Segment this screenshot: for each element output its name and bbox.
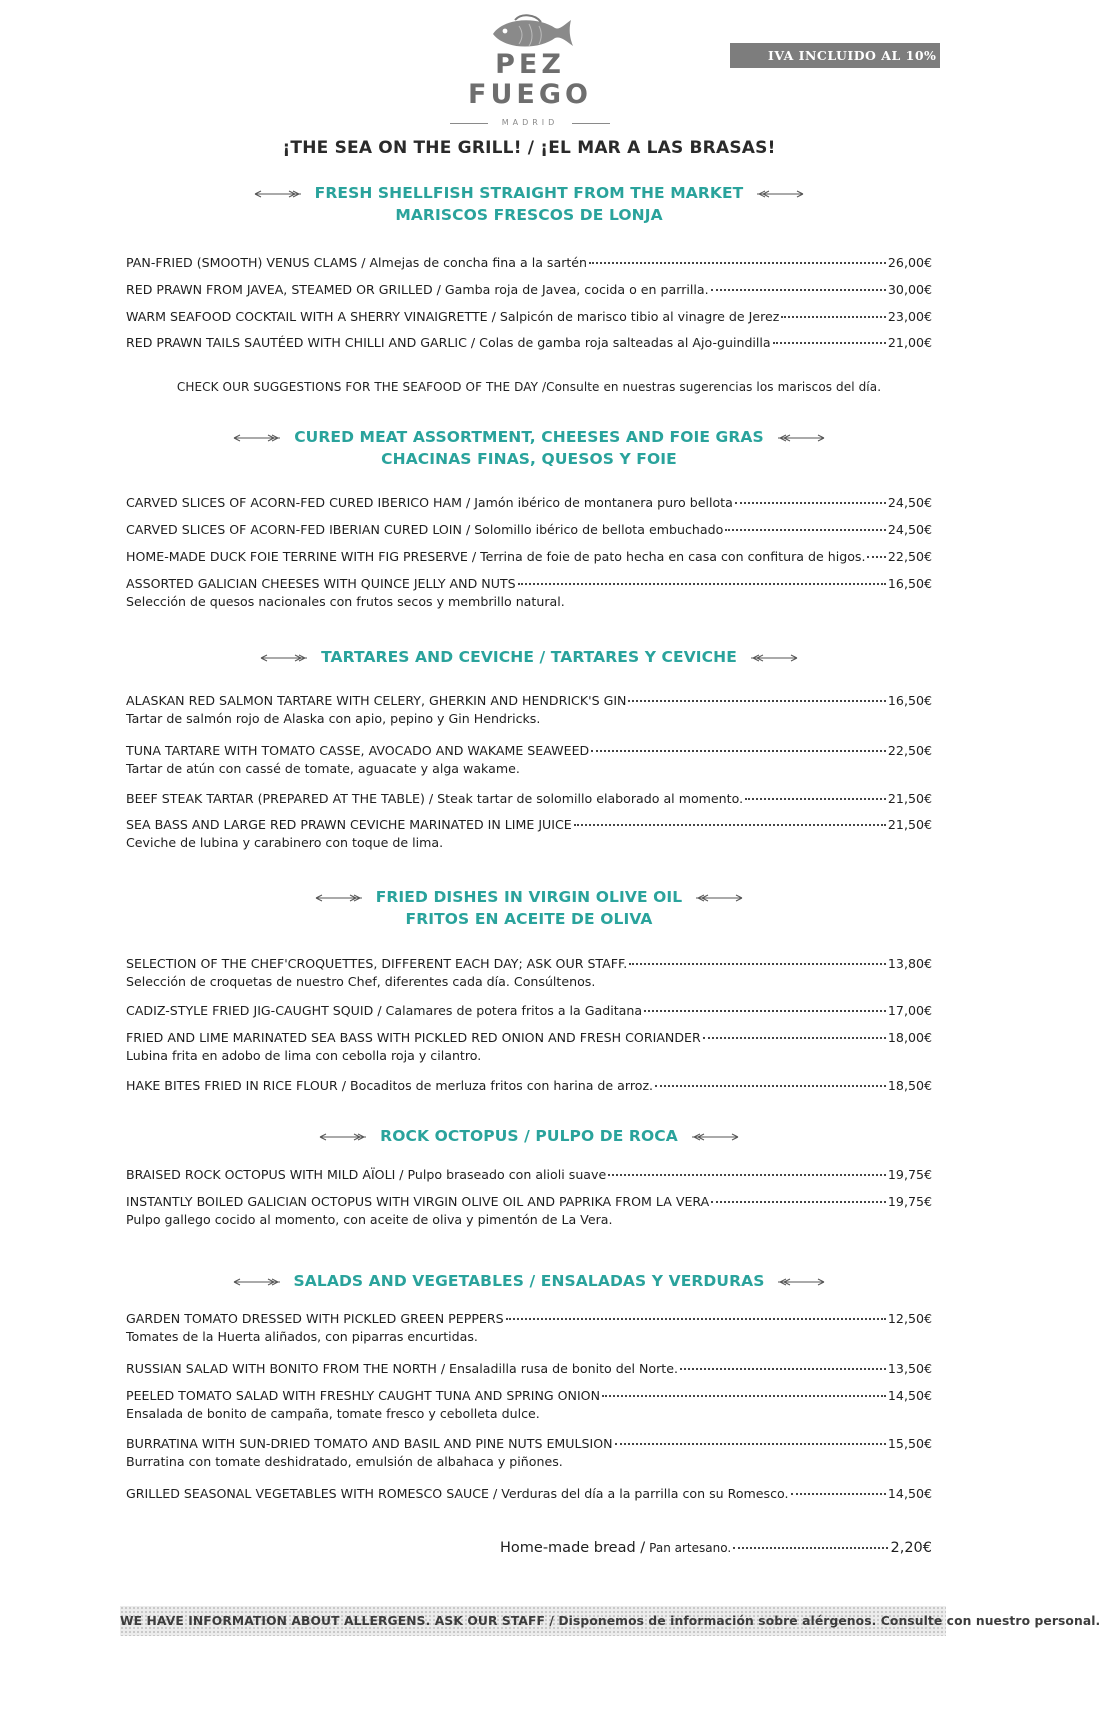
dot-leader	[733, 1533, 888, 1549]
brand-name: PEZ FUEGO	[468, 49, 592, 110]
section-title-en: ROCK OCTOPUS / PULPO DE ROCA	[380, 1127, 678, 1145]
menu-item-name: GRILLED SEASONAL VEGETABLES WITH ROMESCO SAUCE / Verduras del día a la parrilla con su Romesco.	[126, 1486, 789, 1501]
menu-item-price: 14,50€	[887, 1388, 932, 1403]
menu-item	[126, 952, 932, 991]
dot-leader	[615, 1429, 886, 1445]
menu-item-price: 22,50€	[887, 743, 932, 758]
menu-item	[126, 305, 932, 326]
menu-item-description: Burratina con tomate deshidratado, emulsión de albahaca y piñones.	[126, 1454, 563, 1469]
dot-leader	[629, 949, 886, 965]
bread-name: Home-made bread /	[500, 1540, 646, 1556]
menu-item	[126, 1074, 932, 1095]
menu-item-name: ALASKAN RED SALMON TARTARE WITH CELERY, GHERKIN AND HENDRICK'S GIN	[126, 693, 627, 708]
dot-leader	[867, 542, 885, 558]
menu-item-description: Tartar de atún con cassé de tomate, aguacate y alga wakame.	[126, 761, 520, 776]
dot-leader	[574, 810, 886, 826]
menu-item	[126, 1482, 932, 1503]
menu-item-name: BRAISED ROCK OCTOPUS WITH MILD AÏOLI / Pulpo braseado con alioli suave	[126, 1167, 607, 1182]
menu-item	[126, 813, 932, 852]
dot-leader	[711, 1187, 886, 1203]
bread-name-es: Pan artesano.	[649, 1541, 732, 1555]
menu-item-price: 19,75€	[887, 1167, 932, 1182]
menu-item-price: 30,00€	[887, 282, 932, 297]
menu-item-name: HAKE BITES FRIED IN RICE FLOUR / Bocaditos de merluza fritos con harina de arroz.	[126, 1078, 654, 1093]
dot-leader	[644, 996, 886, 1012]
menu-item-price: 21,00€	[887, 335, 932, 350]
menu-item-price: 23,00€	[887, 309, 932, 324]
menu-item	[126, 1432, 932, 1471]
section-title-es: MARISCOS FRESCOS DE LONJA	[395, 206, 663, 224]
menu-item-price: 21,50€	[887, 791, 932, 806]
menu-item-name: SEA BASS AND LARGE RED PRAWN CEVICHE MARINATED IN LIME JUICE	[126, 817, 572, 832]
section-title-es: FRITOS EN ACEITE DE OLIVA	[405, 910, 653, 928]
menu-item-price: 17,00€	[887, 1003, 932, 1018]
vat-badge: IVA INCLUIDO AL 10%	[730, 43, 940, 68]
arrow-ornament-icon	[755, 190, 805, 198]
menu-item-description: Ensalada de bonito de campaña, tomate fresco y cebolleta dulce.	[126, 1406, 540, 1421]
section-title-en: FRESH SHELLFISH STRAIGHT FROM THE MARKET	[314, 184, 744, 202]
menu-item-name: SELECTION OF THE CHEF'CROQUETTES, DIFFERENT EACH DAY; ASK OUR STAFF.	[126, 956, 628, 971]
menu-item	[126, 999, 932, 1020]
dot-leader	[518, 569, 886, 585]
dot-leader	[791, 1479, 886, 1495]
menu-item	[126, 518, 932, 539]
section-title-en: CURED MEAT ASSORTMENT, CHEESES AND FOIE GRAS	[294, 428, 764, 446]
menu-item-description: Lubina frita en adobo de lima con cebolla roja y cilantro.	[126, 1048, 482, 1063]
dot-leader	[725, 515, 886, 531]
menu-item-name: INSTANTLY BOILED GALICIAN OCTOPUS WITH VIRGIN OLIVE OIL AND PAPRIKA FROM LA VERA	[126, 1194, 710, 1209]
menu-item-price: 16,50€	[887, 576, 932, 591]
dot-leader	[745, 784, 886, 800]
menu-item-name: PAN-FRIED (SMOOTH) VENUS CLAMS / Almejas de concha fina a la sartén	[126, 255, 588, 270]
arrow-ornament-icon	[232, 1278, 282, 1286]
menu-item-description: Selección de quesos nacionales con frutos secos y membrillo natural.	[126, 594, 565, 609]
menu-item-price: 12,50€	[887, 1311, 932, 1326]
menu-item-price: 18,00€	[887, 1030, 932, 1045]
menu-item-name: BURRATINA WITH SUN-DRIED TOMATO AND BASIL AND PINE NUTS EMULSION	[126, 1436, 613, 1451]
menu-item-name: TUNA TARTARE WITH TOMATO CASSE, AVOCADO AND WAKAME SEAWEED	[126, 743, 590, 758]
menu-item	[126, 572, 932, 611]
dot-leader	[628, 686, 885, 702]
menu-item-price: 19,75€	[887, 1194, 932, 1209]
dot-leader	[589, 248, 886, 264]
dot-leader	[602, 1381, 886, 1397]
section-title	[0, 182, 1058, 226]
menu-item	[126, 1190, 932, 1229]
bread-price: 2,20€	[890, 1540, 932, 1556]
section-title	[0, 426, 1058, 470]
arrow-ornament-icon	[259, 654, 309, 662]
menu-item	[126, 251, 932, 272]
menu-item-description: Pulpo gallego cocido al momento, con aceite de oliva y pimentón de La Vera.	[126, 1212, 613, 1227]
dot-leader	[591, 736, 886, 752]
menu-item	[126, 1357, 932, 1378]
menu-item-name: RED PRAWN TAILS SAUTÉED WITH CHILLI AND GARLIC / Colas de gamba roja salteadas al Ajo-guindilla	[126, 335, 771, 350]
menu-item-price: 21,50€	[887, 817, 932, 832]
menu-item-description: Ceviche de lubina y carabinero con toque de lima.	[126, 835, 444, 850]
section-title-en: SALADS AND VEGETABLES / ENSALADAS Y VERDURAS	[293, 1272, 765, 1290]
dot-leader	[506, 1304, 886, 1320]
menu-item-name: HOME-MADE DUCK FOIE TERRINE WITH FIG PRESERVE / Terrina de foie de pato hecha en casa con confitura de higos.	[126, 549, 866, 564]
dot-leader	[680, 1354, 886, 1370]
arrow-ornament-icon	[776, 1278, 826, 1286]
arrow-ornament-icon	[749, 654, 799, 662]
menu-item	[126, 331, 932, 352]
dot-leader	[773, 328, 886, 344]
menu-item-description: Selección de croquetas de nuestro Chef, diferentes cada día. Consúltenos.	[126, 974, 596, 989]
restaurant-logo	[440, 14, 620, 127]
dot-leader	[608, 1160, 886, 1176]
arrow-ornament-icon	[694, 894, 744, 902]
menu-item-description: Tomates de la Huerta aliñados, con piparras encurtidas.	[126, 1329, 478, 1344]
section-title-en: FRIED DISHES IN VIRGIN OLIVE OIL	[375, 888, 683, 906]
menu-item-price: 15,50€	[887, 1436, 932, 1451]
menu-item-name: WARM SEAFOOD COCKTAIL WITH A SHERRY VINAIGRETTE / Salpicón de marisco tibio al vinagre de Jerez	[126, 309, 780, 324]
dot-leader	[781, 302, 886, 318]
section-title	[0, 646, 1058, 668]
menu-item-name: BEEF STEAK TARTAR (PREPARED AT THE TABLE) / Steak tartar de solomillo elaborado al momento.	[126, 791, 744, 806]
menu-item-name: FRIED AND LIME MARINATED SEA BASS WITH PICKLED RED ONION AND FRESH CORIANDER	[126, 1030, 701, 1045]
section-title	[0, 1125, 1058, 1147]
allergen-notice: WE HAVE INFORMATION ABOUT ALLERGENS. ASK OUR STAFF / Disponemos de información sobre alérgenos. Consulte con nuestro personal.	[120, 1606, 946, 1636]
bread-item	[500, 1536, 932, 1556]
menu-item	[126, 787, 932, 808]
menu-item	[126, 491, 932, 512]
menu-item-price: 24,50€	[887, 522, 932, 537]
page-title: ¡THE SEA ON THE GRILL! / ¡EL MAR A LAS BRASAS!	[282, 138, 776, 158]
menu-item	[126, 278, 932, 299]
menu-item-name: RED PRAWN FROM JAVEA, STEAMED OR GRILLED / Gamba roja de Javea, cocida o en parrilla.	[126, 282, 709, 297]
dot-leader	[735, 488, 886, 504]
menu-item-price: 22,50€	[887, 549, 932, 564]
menu-item	[126, 1163, 932, 1184]
menu-item	[126, 1026, 932, 1065]
section-title	[0, 886, 1058, 930]
dot-leader	[655, 1071, 886, 1087]
menu-item-name: CARVED SLICES OF ACORN-FED IBERIAN CURED LOIN / Solomillo ibérico de bellota embuchado	[126, 522, 724, 537]
arrow-ornament-icon	[253, 190, 303, 198]
menu-item	[126, 739, 932, 778]
fish-icon	[485, 14, 575, 52]
section-title-es: CHACINAS FINAS, QUESOS Y FOIE	[381, 450, 677, 468]
arrow-ornament-icon	[690, 1133, 740, 1141]
brand-city: MADRID	[488, 118, 573, 128]
menu-item	[126, 545, 932, 566]
menu-item-price: 13,80€	[887, 956, 932, 971]
menu-item-price: 24,50€	[887, 495, 932, 510]
menu-item-name: CARVED SLICES OF ACORN-FED CURED IBERICO HAM / Jamón ibérico de montanera puro bellota	[126, 495, 733, 510]
menu-item-price: 16,50€	[887, 693, 932, 708]
section-title	[0, 1270, 1058, 1292]
arrow-ornament-icon	[232, 434, 282, 442]
menu-item-price: 26,00€	[887, 255, 932, 270]
menu-item-name: RUSSIAN SALAD WITH BONITO FROM THE NORTH / Ensaladilla rusa de bonito del Norte.	[126, 1361, 678, 1376]
menu-item-name: CADIZ-STYLE FRIED JIG-CAUGHT SQUID / Calamares de potera fritos a la Gaditana	[126, 1003, 643, 1018]
menu-item-price: 18,50€	[887, 1078, 932, 1093]
arrow-ornament-icon	[776, 434, 826, 442]
menu-item-price: 13,50€	[887, 1361, 932, 1376]
section-title-en: TARTARES AND CEVICHE / TARTARES Y CEVICHE	[321, 648, 737, 666]
menu-item-description: Tartar de salmón rojo de Alaska con apio, pepino y Gin Hendricks.	[126, 711, 541, 726]
dot-leader	[703, 1023, 886, 1039]
menu-item-name: ASSORTED GALICIAN CHEESES WITH QUINCE JELLY AND NUTS	[126, 576, 516, 591]
arrow-ornament-icon	[318, 1133, 368, 1141]
menu-item	[126, 1384, 932, 1423]
menu-item-name: PEELED TOMATO SALAD WITH FRESHLY CAUGHT TUNA AND SPRING ONION	[126, 1388, 601, 1403]
menu-item	[126, 1307, 932, 1346]
menu-item-name: GARDEN TOMATO DRESSED WITH PICKLED GREEN PEPPERS	[126, 1311, 504, 1326]
section-note: CHECK OUR SUGGESTIONS FOR THE SEAFOOD OF THE DAY /Consulte en nuestras sugerencias los mariscos del día.	[176, 380, 882, 394]
arrow-ornament-icon	[314, 894, 364, 902]
dot-leader	[711, 275, 886, 291]
menu-item-price: 14,50€	[887, 1486, 932, 1501]
menu-item	[126, 689, 932, 728]
